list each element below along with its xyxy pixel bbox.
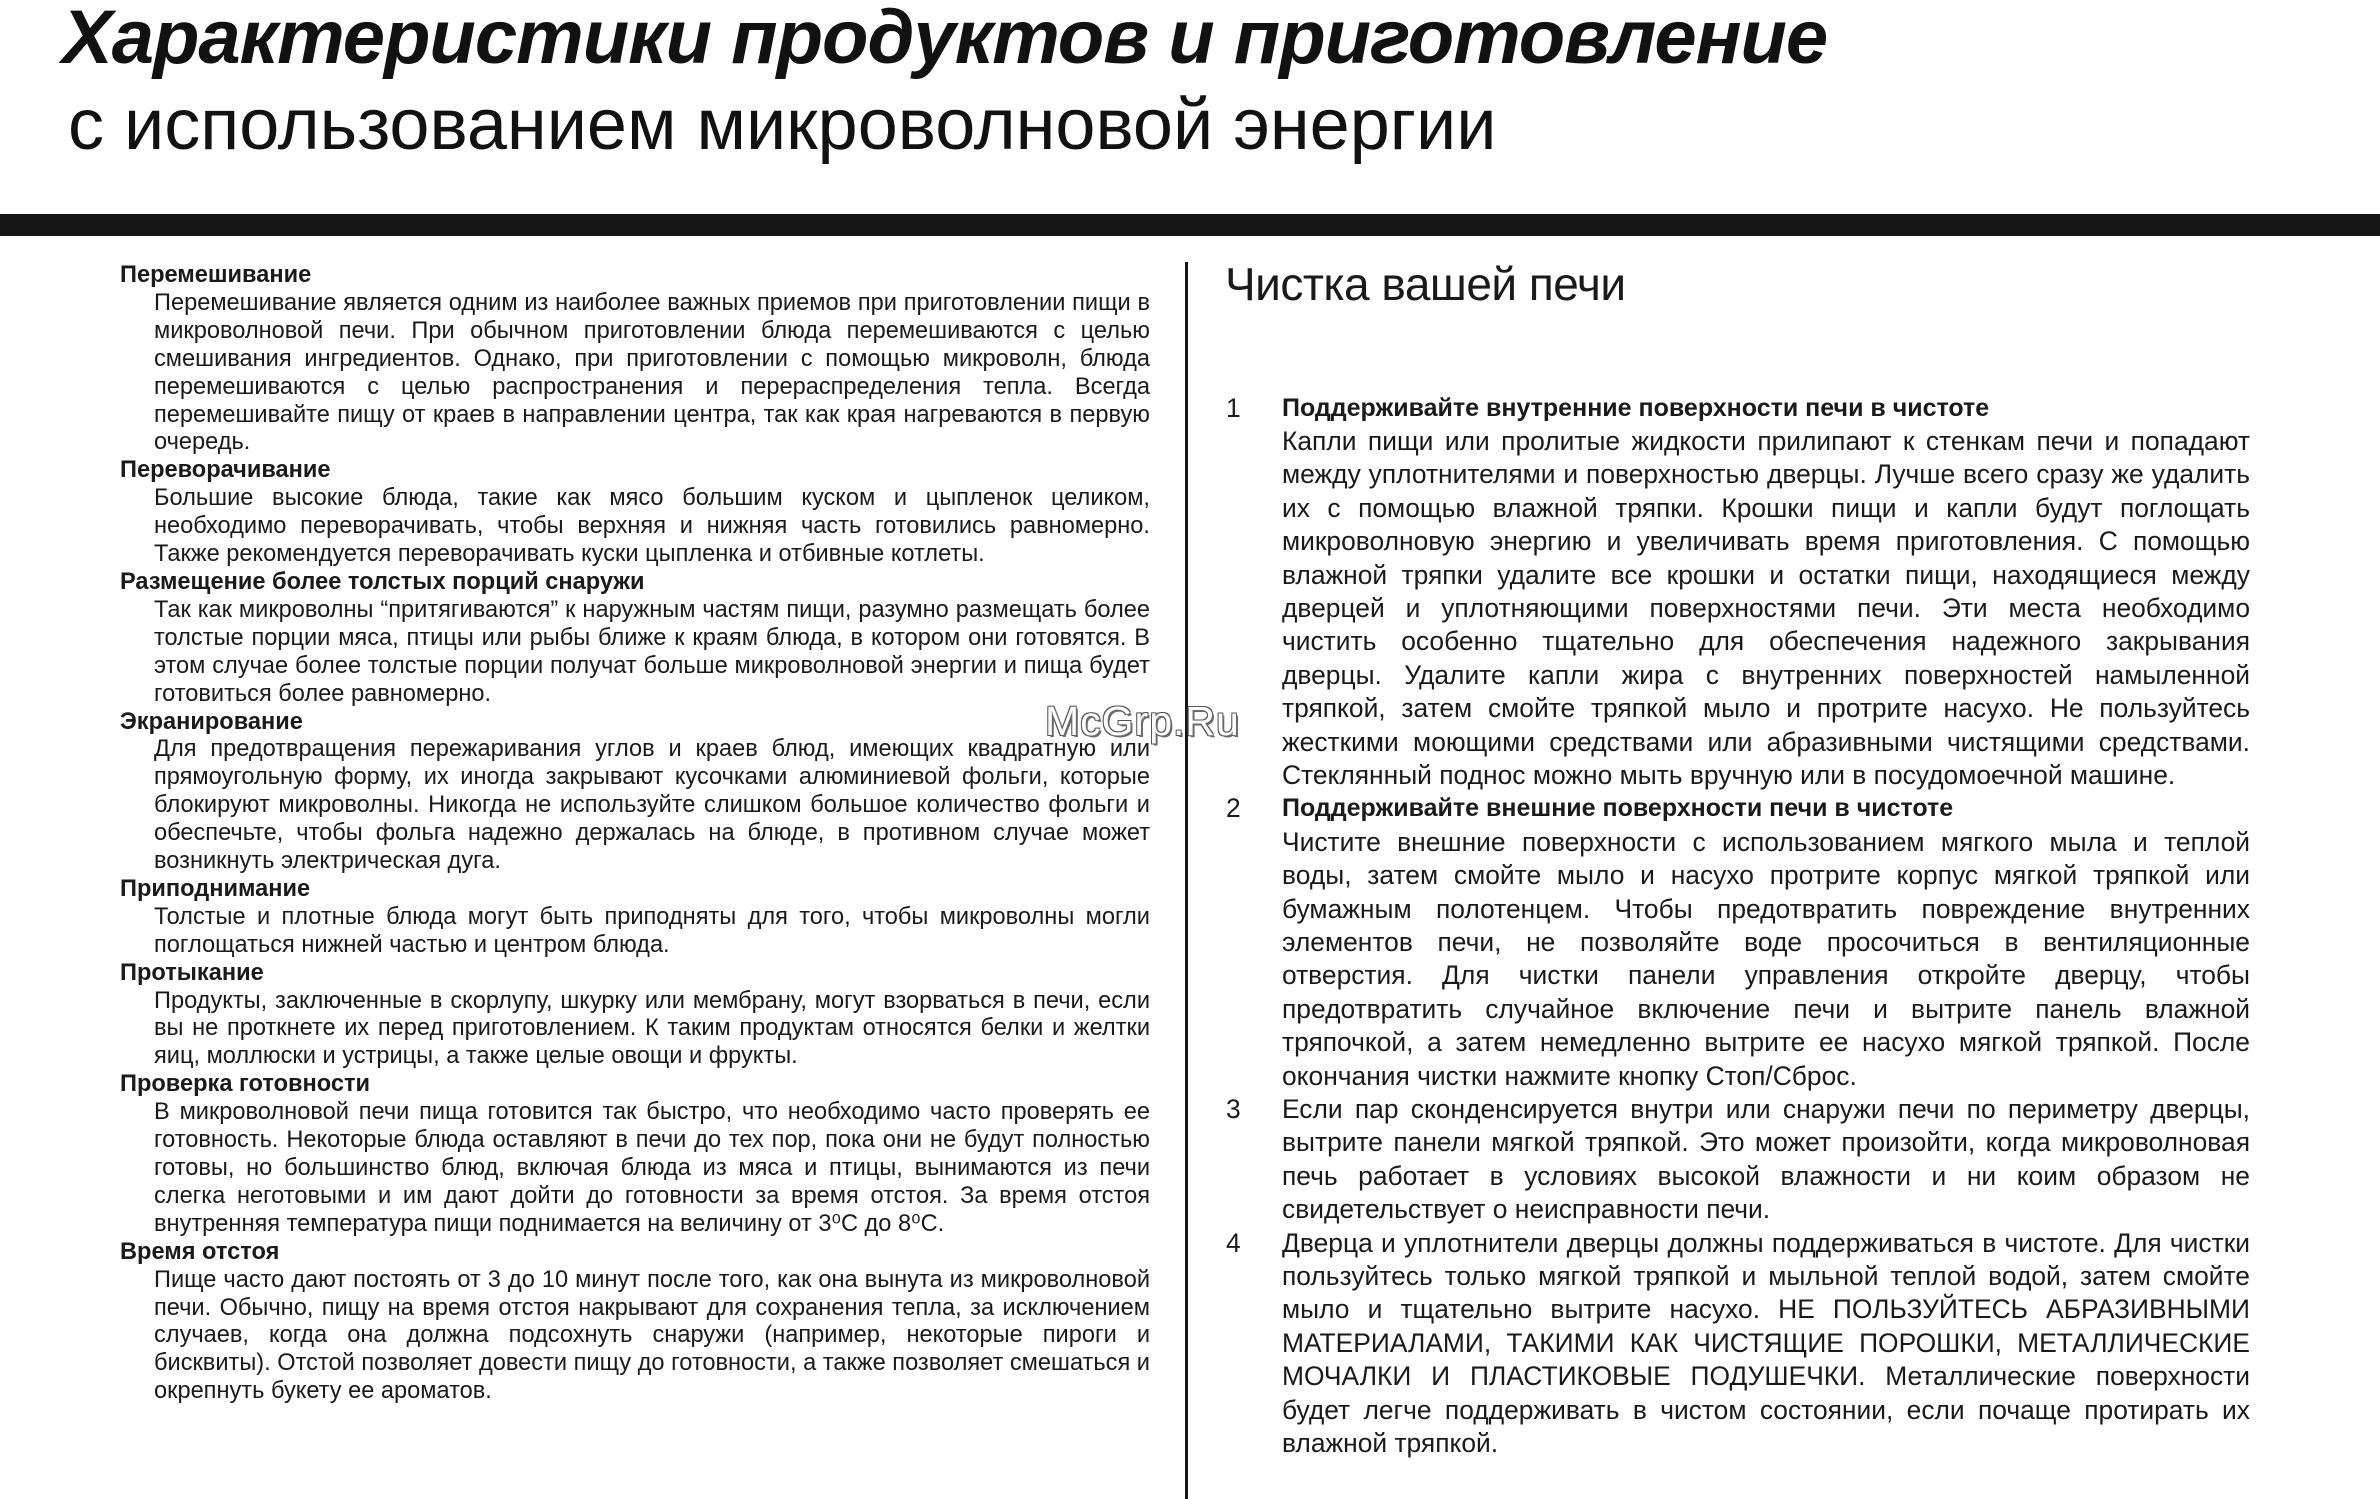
item-text: Дверца и уплотнители дверцы должны поддерживаться в чистоте. Для чистки пользуйтесь только мягкой тряпкой и мыльной теплой водой, затем смойте мыло и тщательно вытрите насухо. НЕ ПОЛЬЗУЙТЕСЬ АБРАЗИВНЫМИ МАТЕРИАЛАМИ, ТАКИМИ КАК ЧИСТЯЩИЕ ПОРОШКИ, МЕТАЛЛИЧЕСКИЕ МОЧАЛКИ И ПЛАСТИКОВЫЕ ПОДУШЕЧКИ. Металлические поверхности будет легче поддерживать в чистом состоянии, если почаще протирать их влажной тряпкой. — [1282, 1227, 2250, 1459]
section-text: Перемешивание является одним из наиболее важных приемов при приготовлении пищи в микроволновой печи. При обычном приготовлении блюда перемешиваются с целью смешивания ингредиентов. Однако, при приготовлении с помощью микроволн, блюда перемешиваются с целью распространения и перераспределения тепла. Всегда перемешивайте пищу от краев в направлении центра, так как края нагреваются в первую очередь. — [154, 289, 1150, 456]
item-text: Капли пищи или пролитые жидкости прилипают к стенкам печи и попадают между уплотнителями и поверхностью дверцы. Лучше всего сразу же удалить их с помощью влажной тряпки. Крошки пищи и капли будут поглощать микроволновую энергию и увеличивать время приготовления. С помощью влажной тряпки удалите все крошки и остатки пищи, находящиеся между дверцей и уплотняющими поверхностями печи. Эти места необходимо чистить особенно тщательно для обеспечения надежного закрывания дверцы. Удалите капли жира с внутренних поверхностей намыленной тряпкой, затем смойте тряпкой мыло и протрите насухо. Не пользуйтесь жесткими моющими средствами или абразивными чистящими средствами. Стеклянный поднос можно мыть вручную или в посудомоечной машине. — [1282, 425, 2250, 790]
section-text: Толстые и плотные блюда могут быть приподняты для того, чтобы микроволны могли поглощаться нижней частью и центром блюда. — [154, 903, 1150, 958]
section-shielding — [120, 709, 1150, 876]
watermark: McGrp.Ru — [1045, 698, 1240, 744]
item-heading: Поддерживайте внешние поверхности печи в чистоте — [1282, 794, 1954, 823]
section-heading: Экранирование — [120, 708, 303, 735]
section-heading: Размещение более толстых порций снаружи — [120, 568, 645, 595]
section-heading: Переворачивание — [120, 457, 331, 484]
cleaning-heading: Чистка вашей печи — [1225, 258, 1626, 310]
section-elevating — [120, 876, 1150, 960]
header-rule — [0, 214, 2380, 236]
section-text: Так как микроволны “притягиваются” к наружным частям пищи, разумно размещать более толстые порции мяса, птицы или рыбы ближе к краям блюда, в котором они готовятся. В этом случае более толстые порции получат больше микроволновой энергии и пища будет готовиться более равномерно. — [154, 596, 1150, 707]
cleaning-item — [1225, 1093, 2250, 1227]
section-text: Пище часто дают постоять от 3 до 10 минут после того, как она вынута из микроволновой печи. Обычно, пищу на время отстоя накрывают для сохранения тепла, за исключением случаев, когда она должна подсохнуть снаружи (например, некоторые пироги и бисквиты). Отстой позволяет довести пищу до готовности, а также позволяет смешаться и окрепнуть букету ее ароматов. — [154, 1266, 1150, 1405]
item-number: 1 — [1226, 392, 1241, 423]
item-number: 3 — [1226, 1094, 1241, 1125]
cleaning-item — [1225, 792, 2250, 1093]
cleaning-item — [1225, 1227, 2250, 1461]
section-doneness — [120, 1071, 1150, 1238]
item-text: Если пар сконденсируется внутри или снаружи печи по периметру дверцы, вытрите панели мягкой тряпкой. Это может произойти, когда микроволновая печь работает в условиях высокой влажности и ни коим образом не свидетельствует о неисправности печи. — [1282, 1094, 2250, 1225]
section-thick-portions — [120, 569, 1150, 709]
section-stirring — [120, 262, 1150, 457]
section-standing-time — [120, 1239, 1150, 1406]
item-heading: Поддерживайте внутренние поверхности печи в чистоте — [1282, 393, 1990, 422]
left-column — [120, 262, 1150, 1406]
item-text: Чистите внешние поверхности с использованием мягкого мыла и теплой воды, затем смойте мыло и насухо протрите корпус мягкой тряпкой или бумажным полотенцем. Чтобы предотвратить повреждение внутренних элементов печи, не позволяйте воде просочиться в вентиляционные отверстия. Для чистки панели управления откройте дверцу, чтобы предотвратить случайное включение печи и вытрите панель влажной тряпочкой, а затем немедленно вытрите ее насухо мягкой тряпкой. После окончания чистки нажмите кнопку Стоп/Сброс. — [1282, 826, 2250, 1091]
column-divider — [1185, 262, 1188, 1499]
section-heading: Время отстоя — [120, 1238, 280, 1265]
page-subtitle: с использованием микроволновой энергии — [68, 85, 1497, 165]
section-text: Для предотвращения пережаривания углов и краев блюд, имеющих квадратную или прямоугольную форму, их иногда закрывают кусочками алюминиевой фольги, которые блокируют микроволны. Никогда не используйте слишком большое количество фольги и обеспечьте, чтобы фольга надежно держалась на блюде, в противном случае может возникнуть электрическая дуга. — [154, 736, 1150, 875]
section-piercing — [120, 960, 1150, 1072]
item-number: 2 — [1226, 793, 1241, 824]
section-text: Продукты, заключенные в скорлупу, шкурку или мембрану, могут взорваться в печи, если вы не проткнете их перед приготовлением. К таким продуктам относятся белки и желтки яиц, моллюски и устрицы, а также целые овощи и фрукты. — [154, 987, 1150, 1070]
section-turning — [120, 457, 1150, 569]
section-heading: Протыкание — [120, 959, 264, 986]
section-heading: Проверка готовности — [120, 1071, 371, 1098]
section-text: В микроволновой печи пища готовится так быстро, что необходимо часто проверять ее готовность. Некоторые блюда оставляют в печи до тех пор, пока они не будут полностью готовы, но большинство блюд, включая блюда из мяса и птицы, вынимаются из печи слегка неготовыми и им дают дойти до готовности за время отстоя. За время отстоя внутренняя температура пищи поднимается на величину от 3⁰С до 8⁰С. — [154, 1099, 1150, 1237]
section-text: Большие высокие блюда, такие как мясо большим куском и цыпленок целиком, необходимо переворачивать, чтобы верхняя и нижняя часть готовились равномерно. Также рекомендуется переворачивать куски цыпленка и отбивные котлеты. — [154, 485, 1150, 568]
cleaning-item — [1225, 392, 2250, 793]
section-heading: Приподнимание — [120, 875, 311, 902]
right-column — [1225, 256, 2250, 1461]
section-heading: Перемешивание — [120, 262, 312, 288]
page-title: Характеристики продуктов и приготовление — [62, 0, 1828, 80]
item-number: 4 — [1226, 1227, 1241, 1258]
